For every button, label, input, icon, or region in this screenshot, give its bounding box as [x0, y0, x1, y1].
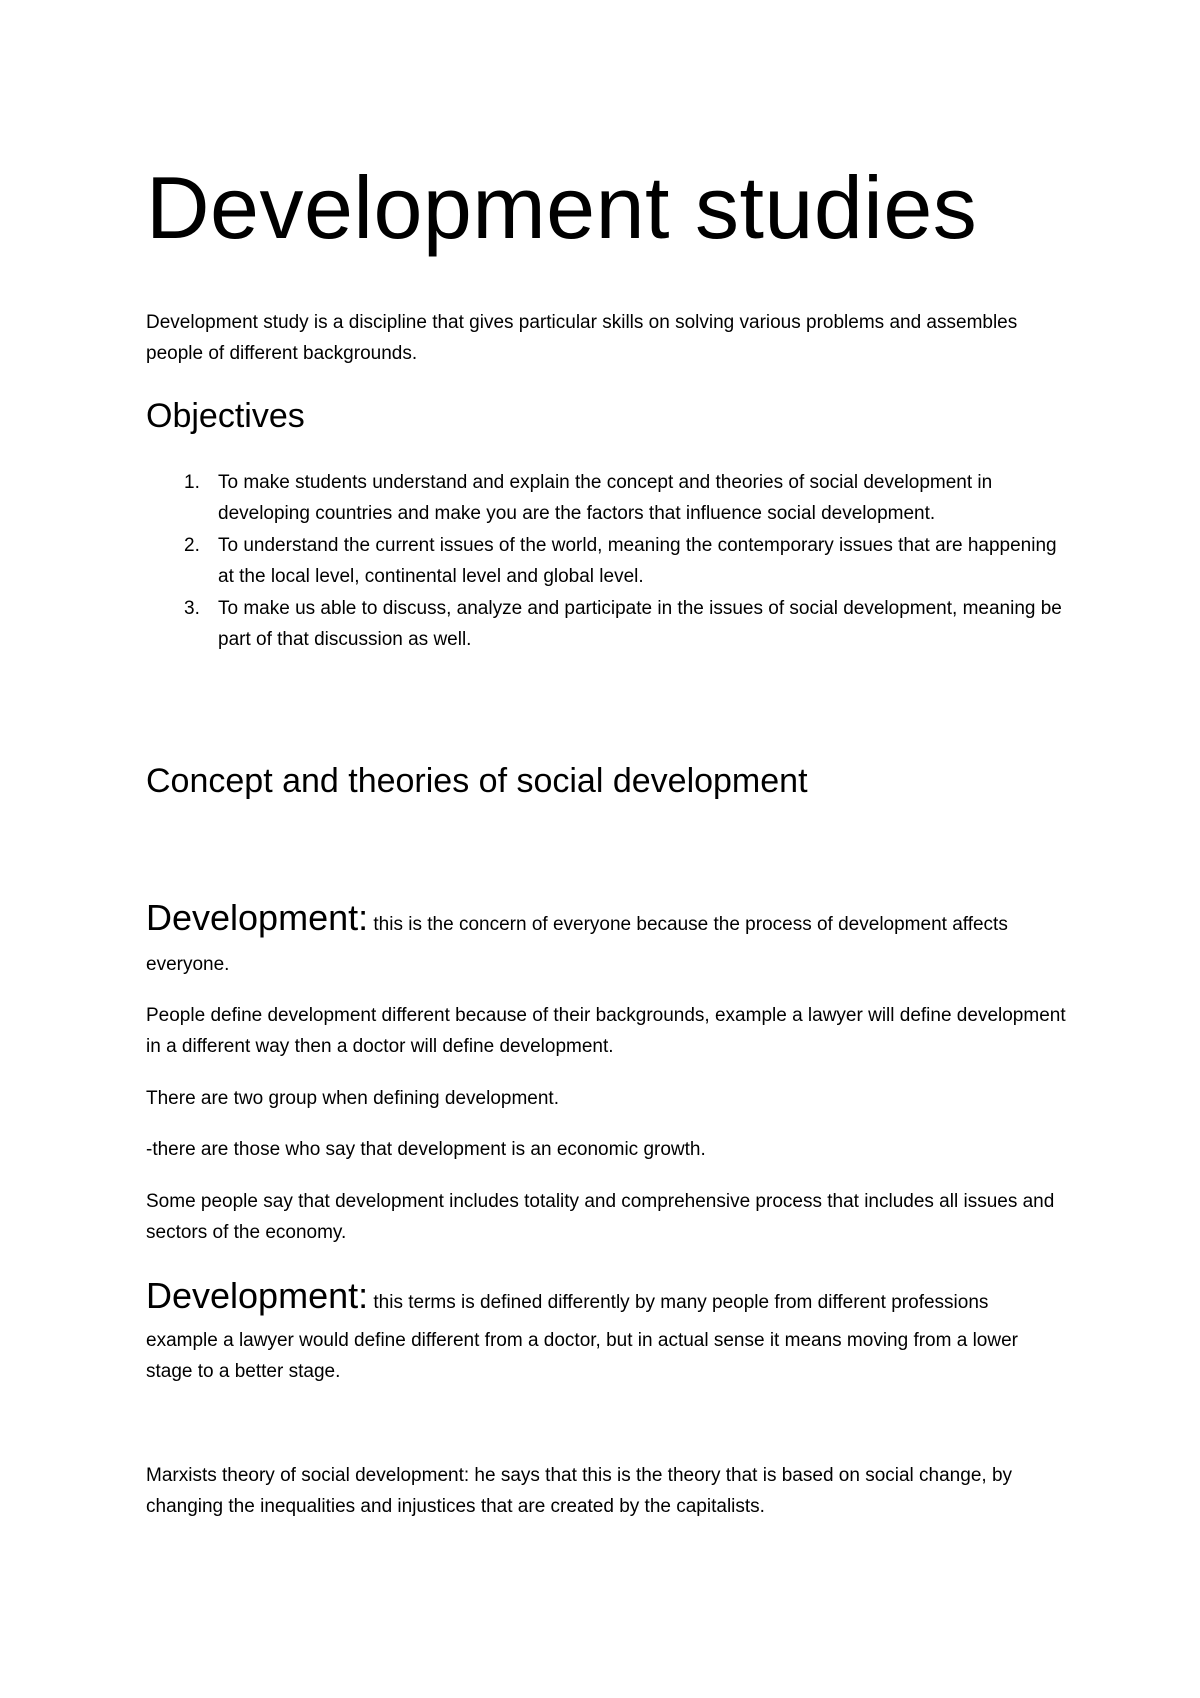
list-item-text: To understand the current issues of the world, meaning the contemporary issues that are happening at the local level, continental level and global level.: [218, 535, 1057, 587]
list-item-number: 1.: [184, 472, 200, 493]
two-groups-paragraph: There are two group when defining development.: [146, 1088, 559, 1109]
some-people-paragraph: Some people say that development includes totality and comprehensive process that includes all issues and sectors of the economy.: [146, 1191, 1055, 1243]
marxists-paragraph: Marxists theory of social development: he says that this is the theory that is based on social change, by changing the inequalities and injustices that are created by the capitalists.: [146, 1465, 1013, 1517]
definition-text: this is the concern of everyone because the process of development affects everyone.: [146, 914, 1008, 975]
definition-term: Development:: [146, 1275, 369, 1316]
definition-term: Development:: [146, 897, 369, 938]
definition-continuation: example a lawyer would define different from a doctor, but in actual sense it means moving from a lower stage to a better stage.: [146, 1330, 1018, 1382]
objectives-list: [146, 467, 1066, 656]
people-define-paragraph: People define development different because of their backgrounds, example a lawyer will define development in a different way then a doctor will define development.: [146, 1005, 1066, 1057]
definition-text: this terms is defined differently by many people from different professions: [368, 1292, 989, 1313]
list-item-number: 2.: [184, 535, 200, 556]
intro-paragraph: Development study is a discipline that gives particular skills on solving various problems and assembles people of different backgrounds.: [146, 312, 1018, 364]
economic-growth-paragraph: -there are those who say that development is an economic growth.: [146, 1139, 706, 1160]
definition-paragraph-2: [146, 1276, 1066, 1323]
list-item: [146, 593, 1066, 655]
concept-heading: Concept and theories of social development: [146, 762, 808, 800]
list-item-text: To make us able to discuss, analyze and participate in the issues of social development, meaning be part of that discussion as well.: [218, 598, 1062, 650]
list-item-number: 3.: [184, 598, 200, 619]
definition-paragraph-1: [146, 898, 1066, 985]
list-item: [146, 530, 1066, 592]
list-item-text: To make students understand and explain the concept and theories of social development in developing countries and make you are the factors that influence social development.: [218, 472, 993, 524]
document-title: Development studies: [146, 158, 978, 257]
objectives-heading: Objectives: [146, 397, 305, 435]
list-item: [146, 467, 1066, 529]
